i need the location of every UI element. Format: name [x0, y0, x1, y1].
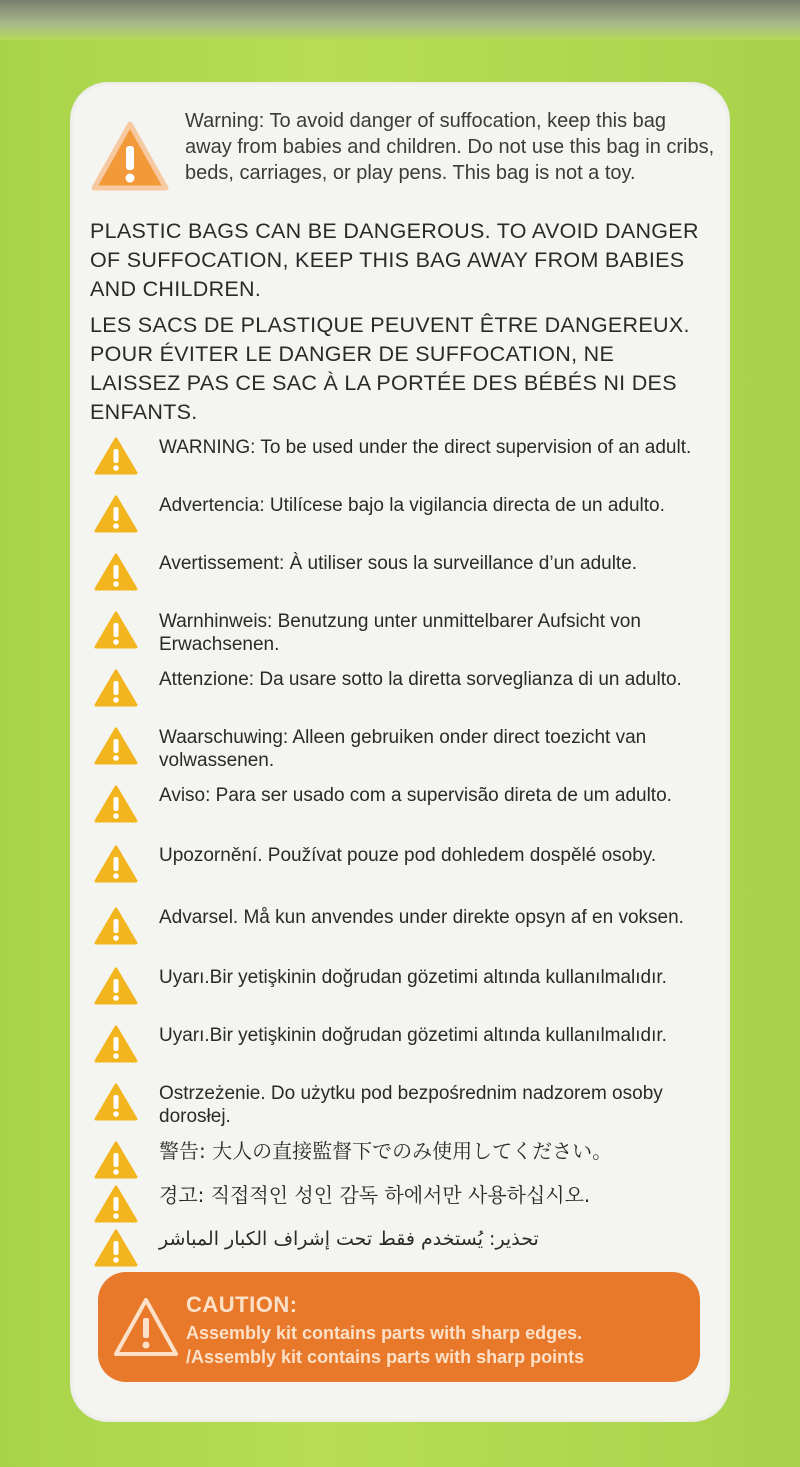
warning-text: Ostrzeżenie. Do użytku pod bezpośrednim nadzorem osoby dorosłej. [159, 1083, 663, 1127]
warning-text: Avertissement: À utiliser sous la surveillance d’un adulte. [159, 553, 638, 574]
warning-triangle-icon [94, 1228, 138, 1268]
warning-item-cs [94, 838, 714, 890]
warning-triangle-icon [94, 966, 138, 1006]
warning-item-tr-2 [94, 1018, 714, 1070]
warning-text: تحذير: يُستخدم فقط تحت إشراف الكبار المباشر [159, 1228, 539, 1250]
warning-triangle-icon [94, 844, 138, 884]
caution-line-2: /Assembly kit contains parts with sharp points [186, 1347, 585, 1367]
warning-triangle-icon [94, 906, 138, 946]
warning-text: Advertencia: Utilícese bajo la vigilancia directa de un adulto. [159, 495, 665, 516]
caution-line-1: Assembly kit contains parts with sharp edges. [186, 1323, 583, 1343]
caps-warning-english: PLASTIC BAGS CAN BE DANGEROUS. TO AVOID DANGER OF SUFFOCATION, KEEP THIS BAG AWAY FROM BABIES AND CHILDREN. [90, 219, 699, 301]
warning-text: WARNING: To be used under the direct supervision of an adult. [159, 437, 692, 458]
caution-banner [98, 1272, 700, 1382]
warning-text: Uyarı.Bir yetişkinin doğrudan gözetimi altında kullanılmalıdır. [159, 967, 667, 988]
warning-text: Uyarı.Bir yetişkinin doğrudan gözetimi altında kullanılmalıdır. [159, 1025, 667, 1046]
warning-triangle-icon [94, 1184, 138, 1224]
warning-text: Upozornění. Používat pouze pod dohledem dospělé osoby. [159, 845, 657, 866]
warning-item-ar [94, 1222, 714, 1274]
warning-triangle-icon [94, 552, 138, 592]
box-top-edge [0, 0, 800, 40]
warning-item-pt [94, 778, 714, 830]
warning-triangle-icon [94, 1140, 138, 1180]
warning-item-it [94, 662, 714, 714]
warning-text: 경고: 직접적인 성인 감독 하에서만 사용하십시오. [159, 1183, 591, 1207]
warning-item-fr [94, 546, 714, 598]
warning-item-pl [94, 1076, 714, 1128]
warning-text: Waarschuwing: Alleen gebruiken onder direct toezicht van volwassenen. [159, 727, 647, 771]
caps-warning-french: LES SACS DE PLASTIQUE PEUVENT ÊTRE DANGEREUX. POUR ÉVITER LE DANGER DE SUFFOCATION, NE LAISSEZ PAS CE SAC À LA PORTÉE DES BÉBÉS NI DES ENFANTS. [90, 313, 690, 424]
warning-triangle-icon [94, 436, 138, 476]
warning-triangle-icon [94, 1024, 138, 1064]
warning-item-da [94, 900, 714, 952]
warning-triangle-icon [94, 610, 138, 650]
warning-text: 警告: 大人の直接監督下でのみ使用してください。 [159, 1139, 613, 1163]
warning-text: Warnhinweis: Benutzung unter unmittelbarer Aufsicht von Erwachsenen. [159, 611, 641, 655]
warning-triangle-icon [94, 784, 138, 824]
warning-triangle-icon [94, 494, 138, 534]
warning-text: Attenzione: Da usare sotto la diretta sorveglianza di un adulto. [159, 669, 682, 690]
warning-triangle-icon [94, 668, 138, 708]
warning-item-tr [94, 960, 714, 1012]
warning-item-es [94, 488, 714, 540]
caution-title: CAUTION: [186, 1292, 298, 1317]
warning-text: Aviso: Para ser usado com a supervisão direta de um adulto. [159, 785, 672, 806]
warning-triangle-icon [94, 726, 138, 766]
warning-item-nl [94, 720, 714, 772]
warning-triangle-icon [90, 118, 170, 196]
warning-triangle-icon [94, 1082, 138, 1122]
intro-warning-text: Warning: To avoid danger of suffocation, keep this bag away from babies and children. Do not use this bag in cribs, beds, carriages, or play pens. This bag is not a toy. [185, 110, 715, 184]
warning-item-de [94, 604, 714, 656]
caution-triangle-icon [112, 1294, 180, 1360]
warning-text: Advarsel. Må kun anvendes under direkte opsyn af en voksen. [159, 907, 684, 928]
warning-item-en [94, 430, 714, 482]
